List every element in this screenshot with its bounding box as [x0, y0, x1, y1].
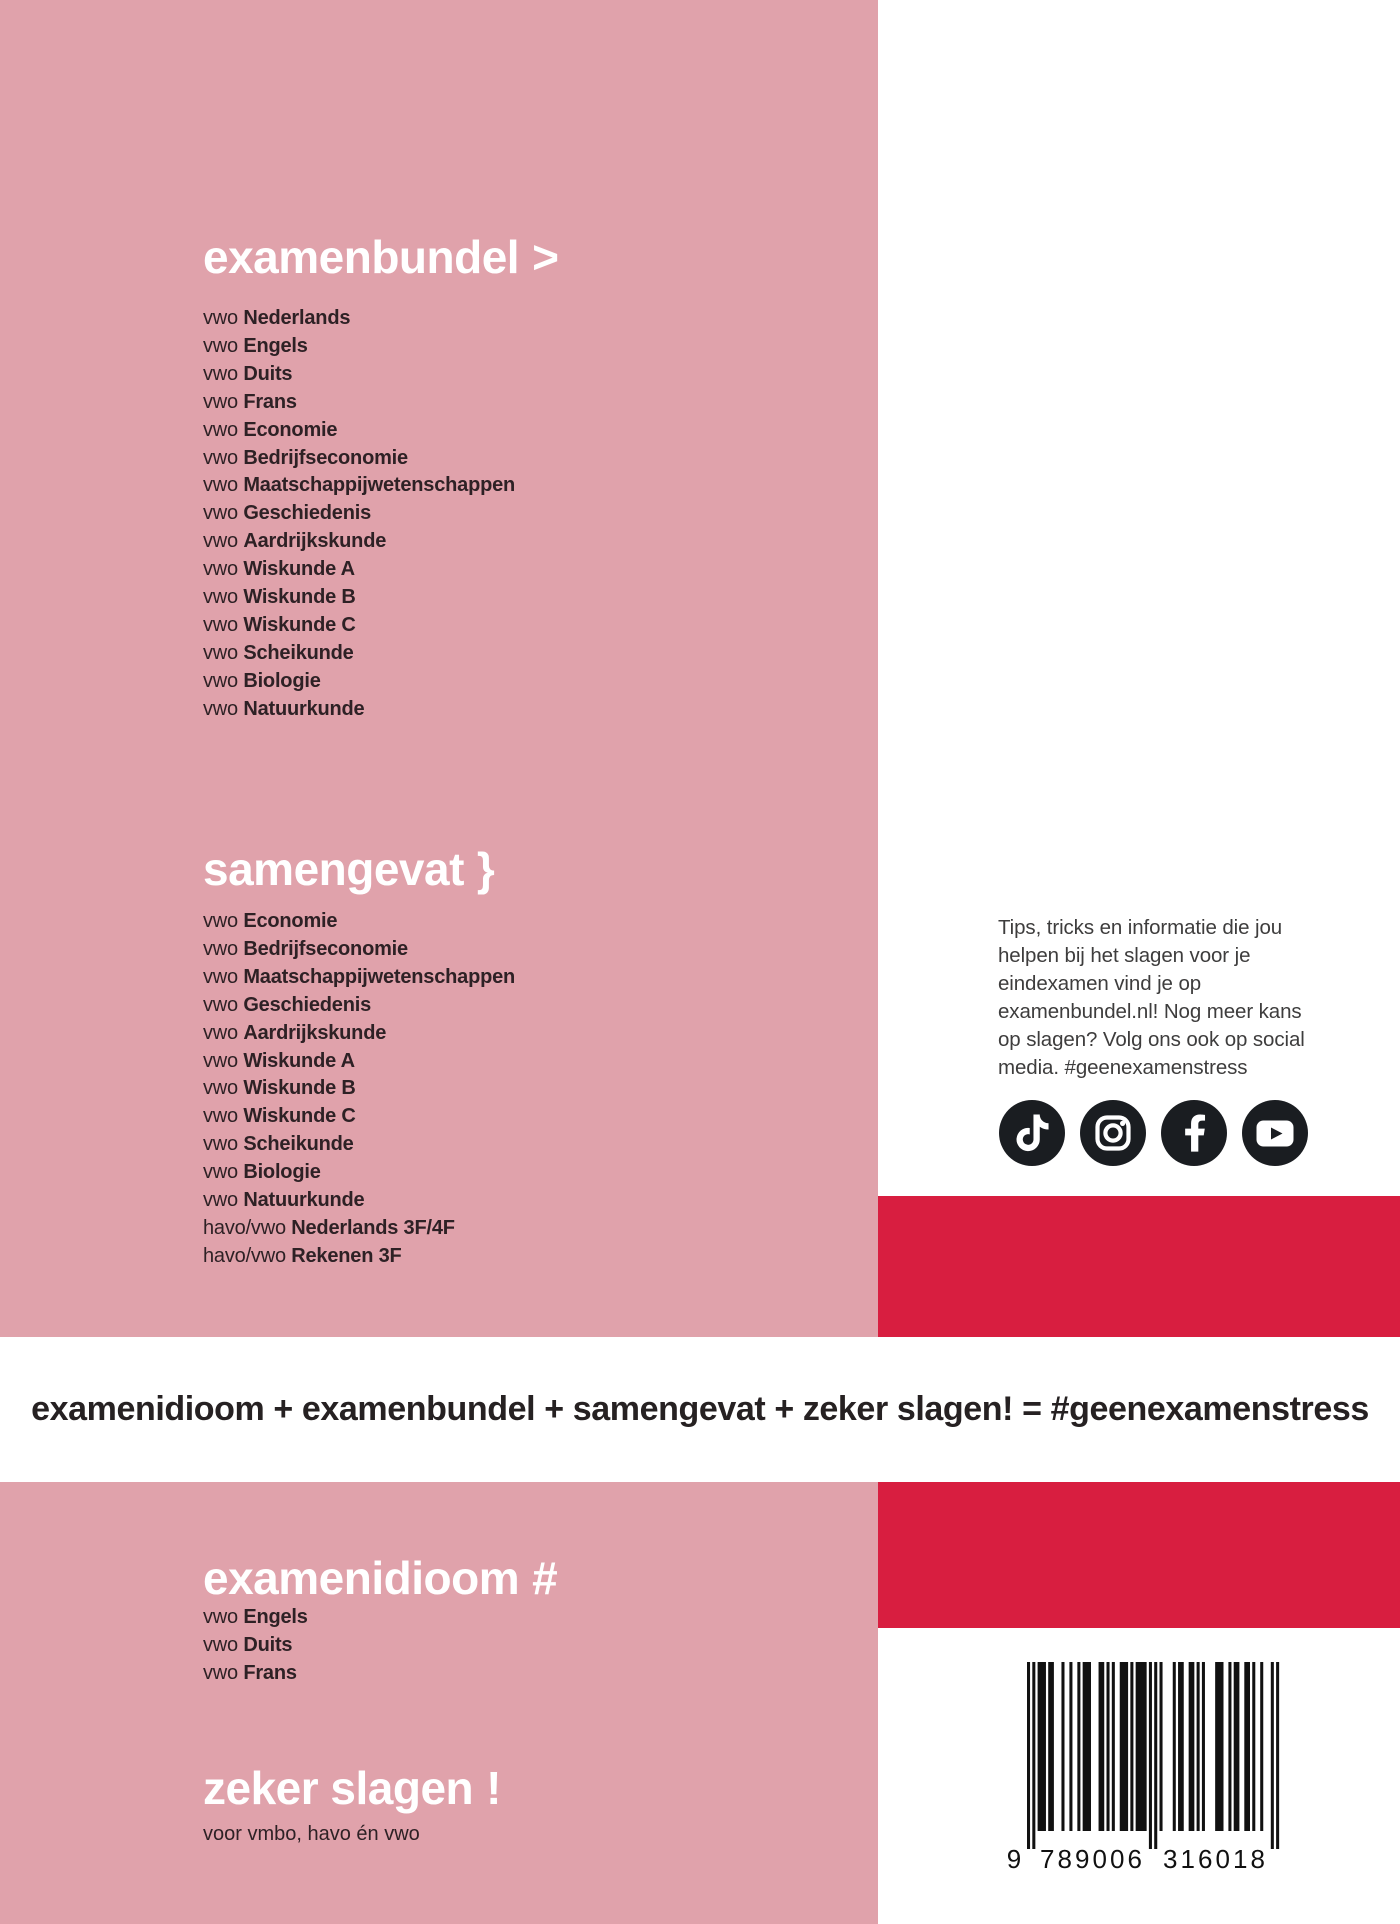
- list-item: vwo Bedrijfseconomie: [203, 446, 408, 469]
- list-item: vwo Aardrijkskunde: [203, 1021, 387, 1044]
- examenidioom-title-text: examenidioom: [203, 1552, 520, 1604]
- list-item: vwo Bedrijfseconomie: [203, 937, 408, 960]
- examenbundel-title: [203, 231, 559, 283]
- list-item: vwo Geschiedenis: [203, 993, 371, 1016]
- svg-text:316018: 316018: [1163, 1844, 1265, 1874]
- list-item: vwo Maatschappijwetenschappen: [203, 965, 516, 988]
- promo-line: media. #geenexamenstress: [998, 1056, 1248, 1079]
- examenidioom-title: [203, 1552, 558, 1604]
- list-item: vwo Economie: [203, 910, 338, 932]
- list-item: havo/vwo Rekenen 3F: [203, 1244, 402, 1267]
- promo-line: helpen bij het slagen voor je: [998, 944, 1251, 967]
- zeker-slagen-title-text: zeker slagen: [203, 1762, 474, 1814]
- curly-brace-glyph: }: [476, 843, 495, 895]
- list-item: vwo Natuurkunde: [203, 697, 365, 720]
- promo-line: examenbundel.nl! Nog meer kans: [998, 1000, 1302, 1023]
- list-item: vwo Duits: [203, 1633, 293, 1656]
- youtube-icon: [1242, 1100, 1308, 1166]
- list-item: vwo Biologie: [203, 1161, 321, 1184]
- svg-text:9: 9: [1006, 1844, 1022, 1874]
- pink-panel-top: [0, 0, 878, 1337]
- tiktok-icon: [999, 1100, 1065, 1166]
- promo-line: Tips, tricks en informatie die jou: [998, 916, 1283, 939]
- list-item: vwo Engels: [203, 334, 308, 357]
- banner-band: [0, 1337, 1400, 1482]
- list-item: vwo Maatschappijwetenschappen: [203, 474, 516, 497]
- list-item: vwo Wiskunde B: [203, 586, 356, 609]
- list-item: vwo Wiskunde A: [203, 558, 355, 581]
- list-item: vwo Natuurkunde: [203, 1189, 365, 1212]
- list-item: vwo Aardrijkskunde: [203, 530, 387, 553]
- barcode: [998, 1662, 1282, 1874]
- list-item: vwo Biologie: [203, 669, 321, 692]
- samengevat-subject-list: [203, 908, 515, 1271]
- promo-line: op slagen? Volg ons ook op social: [998, 1028, 1305, 1051]
- list-item: vwo Scheikunde: [203, 1133, 354, 1156]
- facebook-icon: [1161, 1100, 1227, 1166]
- pink-panel-bottom: [0, 1482, 878, 1924]
- samengevat-title-text: samengevat: [203, 843, 464, 895]
- list-item: vwo Frans: [203, 1661, 297, 1684]
- examenbundel-title-text: examenbundel: [203, 231, 520, 283]
- examenbundel-subject-list: [203, 305, 515, 724]
- list-item: vwo Scheikunde: [203, 641, 354, 664]
- list-item: vwo Wiskunde B: [203, 1077, 356, 1100]
- list-item: vwo Engels: [203, 1606, 308, 1628]
- promo-paragraph: [998, 914, 1328, 1082]
- chevron-right-glyph: >: [532, 231, 559, 283]
- banner-text: examenidioom + examenbundel + samengevat + zeker slagen! = #geenexamenstress: [31, 1390, 1369, 1428]
- list-item: vwo Nederlands: [203, 307, 351, 329]
- list-item: vwo Economie: [203, 418, 338, 441]
- promo-line: eindexamen vind je op: [998, 972, 1202, 995]
- exclamation-glyph: !: [486, 1762, 501, 1814]
- social-icons-row: [999, 1100, 1308, 1166]
- red-accent-block-bottom: [878, 1482, 1400, 1628]
- zeker-slagen-title: [203, 1762, 501, 1814]
- red-accent-block-top: [878, 1196, 1400, 1337]
- svg-text:789006: 789006: [1040, 1844, 1142, 1874]
- list-item: vwo Wiskunde C: [203, 613, 356, 636]
- list-item: vwo Frans: [203, 390, 297, 413]
- list-item: vwo Geschiedenis: [203, 502, 371, 525]
- samengevat-title: [203, 843, 495, 895]
- examenidioom-subject-list: [203, 1604, 308, 1688]
- list-item: havo/vwo Nederlands 3F/4F: [203, 1216, 455, 1239]
- list-item: vwo Wiskunde C: [203, 1105, 356, 1128]
- hash-glyph: #: [532, 1552, 558, 1604]
- audience-subtitle: voor vmbo, havo én vwo: [203, 1823, 420, 1845]
- list-item: vwo Wiskunde A: [203, 1049, 355, 1072]
- list-item: vwo Duits: [203, 362, 293, 385]
- instagram-icon: [1080, 1100, 1146, 1166]
